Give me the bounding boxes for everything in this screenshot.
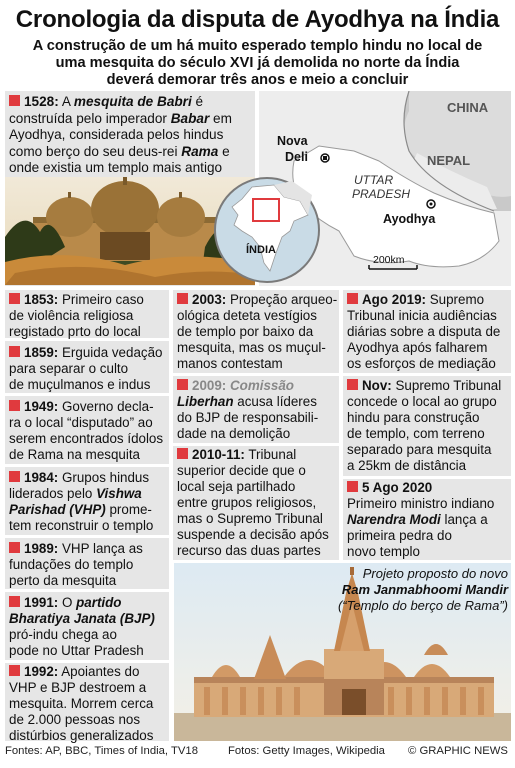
bullet-square-icon xyxy=(177,448,188,459)
timeline-entry-1989: 1989: VHP lança as fundações do templo perto da mesquita xyxy=(9,541,143,588)
page-title: Cronologia da disputa de Ayodhya na Índia xyxy=(15,6,500,33)
timeline-entry-1991: 1991: O partido Bharatiya Janata (BJP) pró-indu chega ao pode no Uttar Pradesh xyxy=(9,595,155,658)
timeline-entry-1859: 1859: Erguida vedação para separar o culto de muçulmanos e indus xyxy=(9,345,163,392)
subtitle-line: deverá demorar três anos e meio a concluir xyxy=(106,72,409,88)
bullet-square-icon xyxy=(9,596,20,607)
india-label: ÍNDIA xyxy=(246,244,276,256)
pradesh-label: PRADESH xyxy=(352,187,411,201)
timeline-entry-2010-11: 2010-11: Tribunal superior decide que o local seja partilhado entre grupos religiosos, mas o Supremo Tribunal suspende a decisão após recurso das duas partes xyxy=(177,447,329,558)
temple-caption-line: Projeto proposto do novo xyxy=(362,566,508,581)
nova-label: Nova xyxy=(277,134,308,148)
intro-entry: 1528: A mesquita de Babri é construída pelo imperador Babar em Ayodhya, considerada pelos hindus como berço do seu deus-rei Rama e onde existia um templo mais antigo xyxy=(9,94,232,175)
temple-caption-name: Ram Janmabhoomi Mandir xyxy=(341,582,508,597)
bullet-square-icon xyxy=(9,542,20,553)
timeline-entry-1853: 1853: Primeiro caso de violência religiosa registado prto do local xyxy=(9,292,144,339)
footer-credit: © GRAPHIC NEWS xyxy=(408,745,508,757)
bullet-square-icon xyxy=(347,379,358,390)
temple-caption xyxy=(300,566,508,614)
scale-label: 200km xyxy=(373,254,405,266)
bullet-square-icon xyxy=(347,481,358,492)
footer-sources: Fontes: AP, BBC, Times of India, TV18 xyxy=(5,745,198,757)
timeline-entry-nov: Nov: Supremo Tribunal concede o local ao grupo hindu para construção de templo, com terreno separado para mesquita a 25km de distância xyxy=(347,378,502,473)
subtitle-line: uma mesquita do século XVI já demolida no norte da Índia xyxy=(55,55,460,71)
page-subtitle xyxy=(20,38,495,89)
timeline-entry-ago-2019: Ago 2019: Supremo Tribunal inicia audiências diárias sobre a disputa de Ayodhya após falharem os esforços de mediação xyxy=(347,292,501,371)
china-label: CHINA xyxy=(447,100,489,115)
nepal-label: NEPAL xyxy=(427,153,471,168)
deli-label: Deli xyxy=(285,150,308,164)
bullet-square-icon xyxy=(9,293,20,304)
timeline-entry-1992: 1992: Apoiantes do VHP e BJP destroem a mesquita. Morrem cerca de 2.000 pessoas nos distúrbios generalizados xyxy=(9,664,154,743)
bullet-square-icon xyxy=(9,665,20,676)
bullet-square-icon xyxy=(177,293,188,304)
bullet-square-icon xyxy=(9,400,20,411)
bullet-square-icon xyxy=(9,95,20,106)
uttar-label: UTTAR xyxy=(354,173,394,187)
entry-year: 1528: xyxy=(24,94,59,109)
footer-photos: Fotos: Getty Images, Wikipedia xyxy=(228,745,385,757)
temple-caption-line: (“Templo do berço de Rama”) xyxy=(337,598,508,613)
timeline-entry-2009: 2009: Comissão Liberhan acusa líderes do BJP de responsabili- dade na demolição xyxy=(177,378,319,441)
bullet-square-icon xyxy=(9,471,20,482)
india-locator-inset xyxy=(212,175,322,285)
bullet-square-icon xyxy=(347,293,358,304)
bullet-square-icon xyxy=(9,346,20,357)
timeline-entry-1949: 1949: Governo decla- ra o local “disputado” ao serem encontrados ídolos de Rama na mesquita xyxy=(9,399,164,462)
bullet-square-icon xyxy=(177,379,188,390)
subtitle-line: A construção de um há muito esperado templo hindu no local de xyxy=(32,38,483,54)
timeline-entry-1984: 1984: Grupos hindus liderados pelo Vishwa Parishad (VHP) prome- tem reconstruir o templo xyxy=(9,470,154,533)
timeline-entry-2003: 2003: Propeção arqueo- ológica deteta vestígios de templo por baixo da mesquita, mas os muçul- manos contestam xyxy=(177,292,338,371)
ayodhya-label: Ayodhya xyxy=(383,212,436,226)
timeline-entry-5-ago-2020: 5 Ago 2020 Primeiro ministro indiano Narendra Modi lança a primeira pedra do novo templo xyxy=(347,480,495,559)
